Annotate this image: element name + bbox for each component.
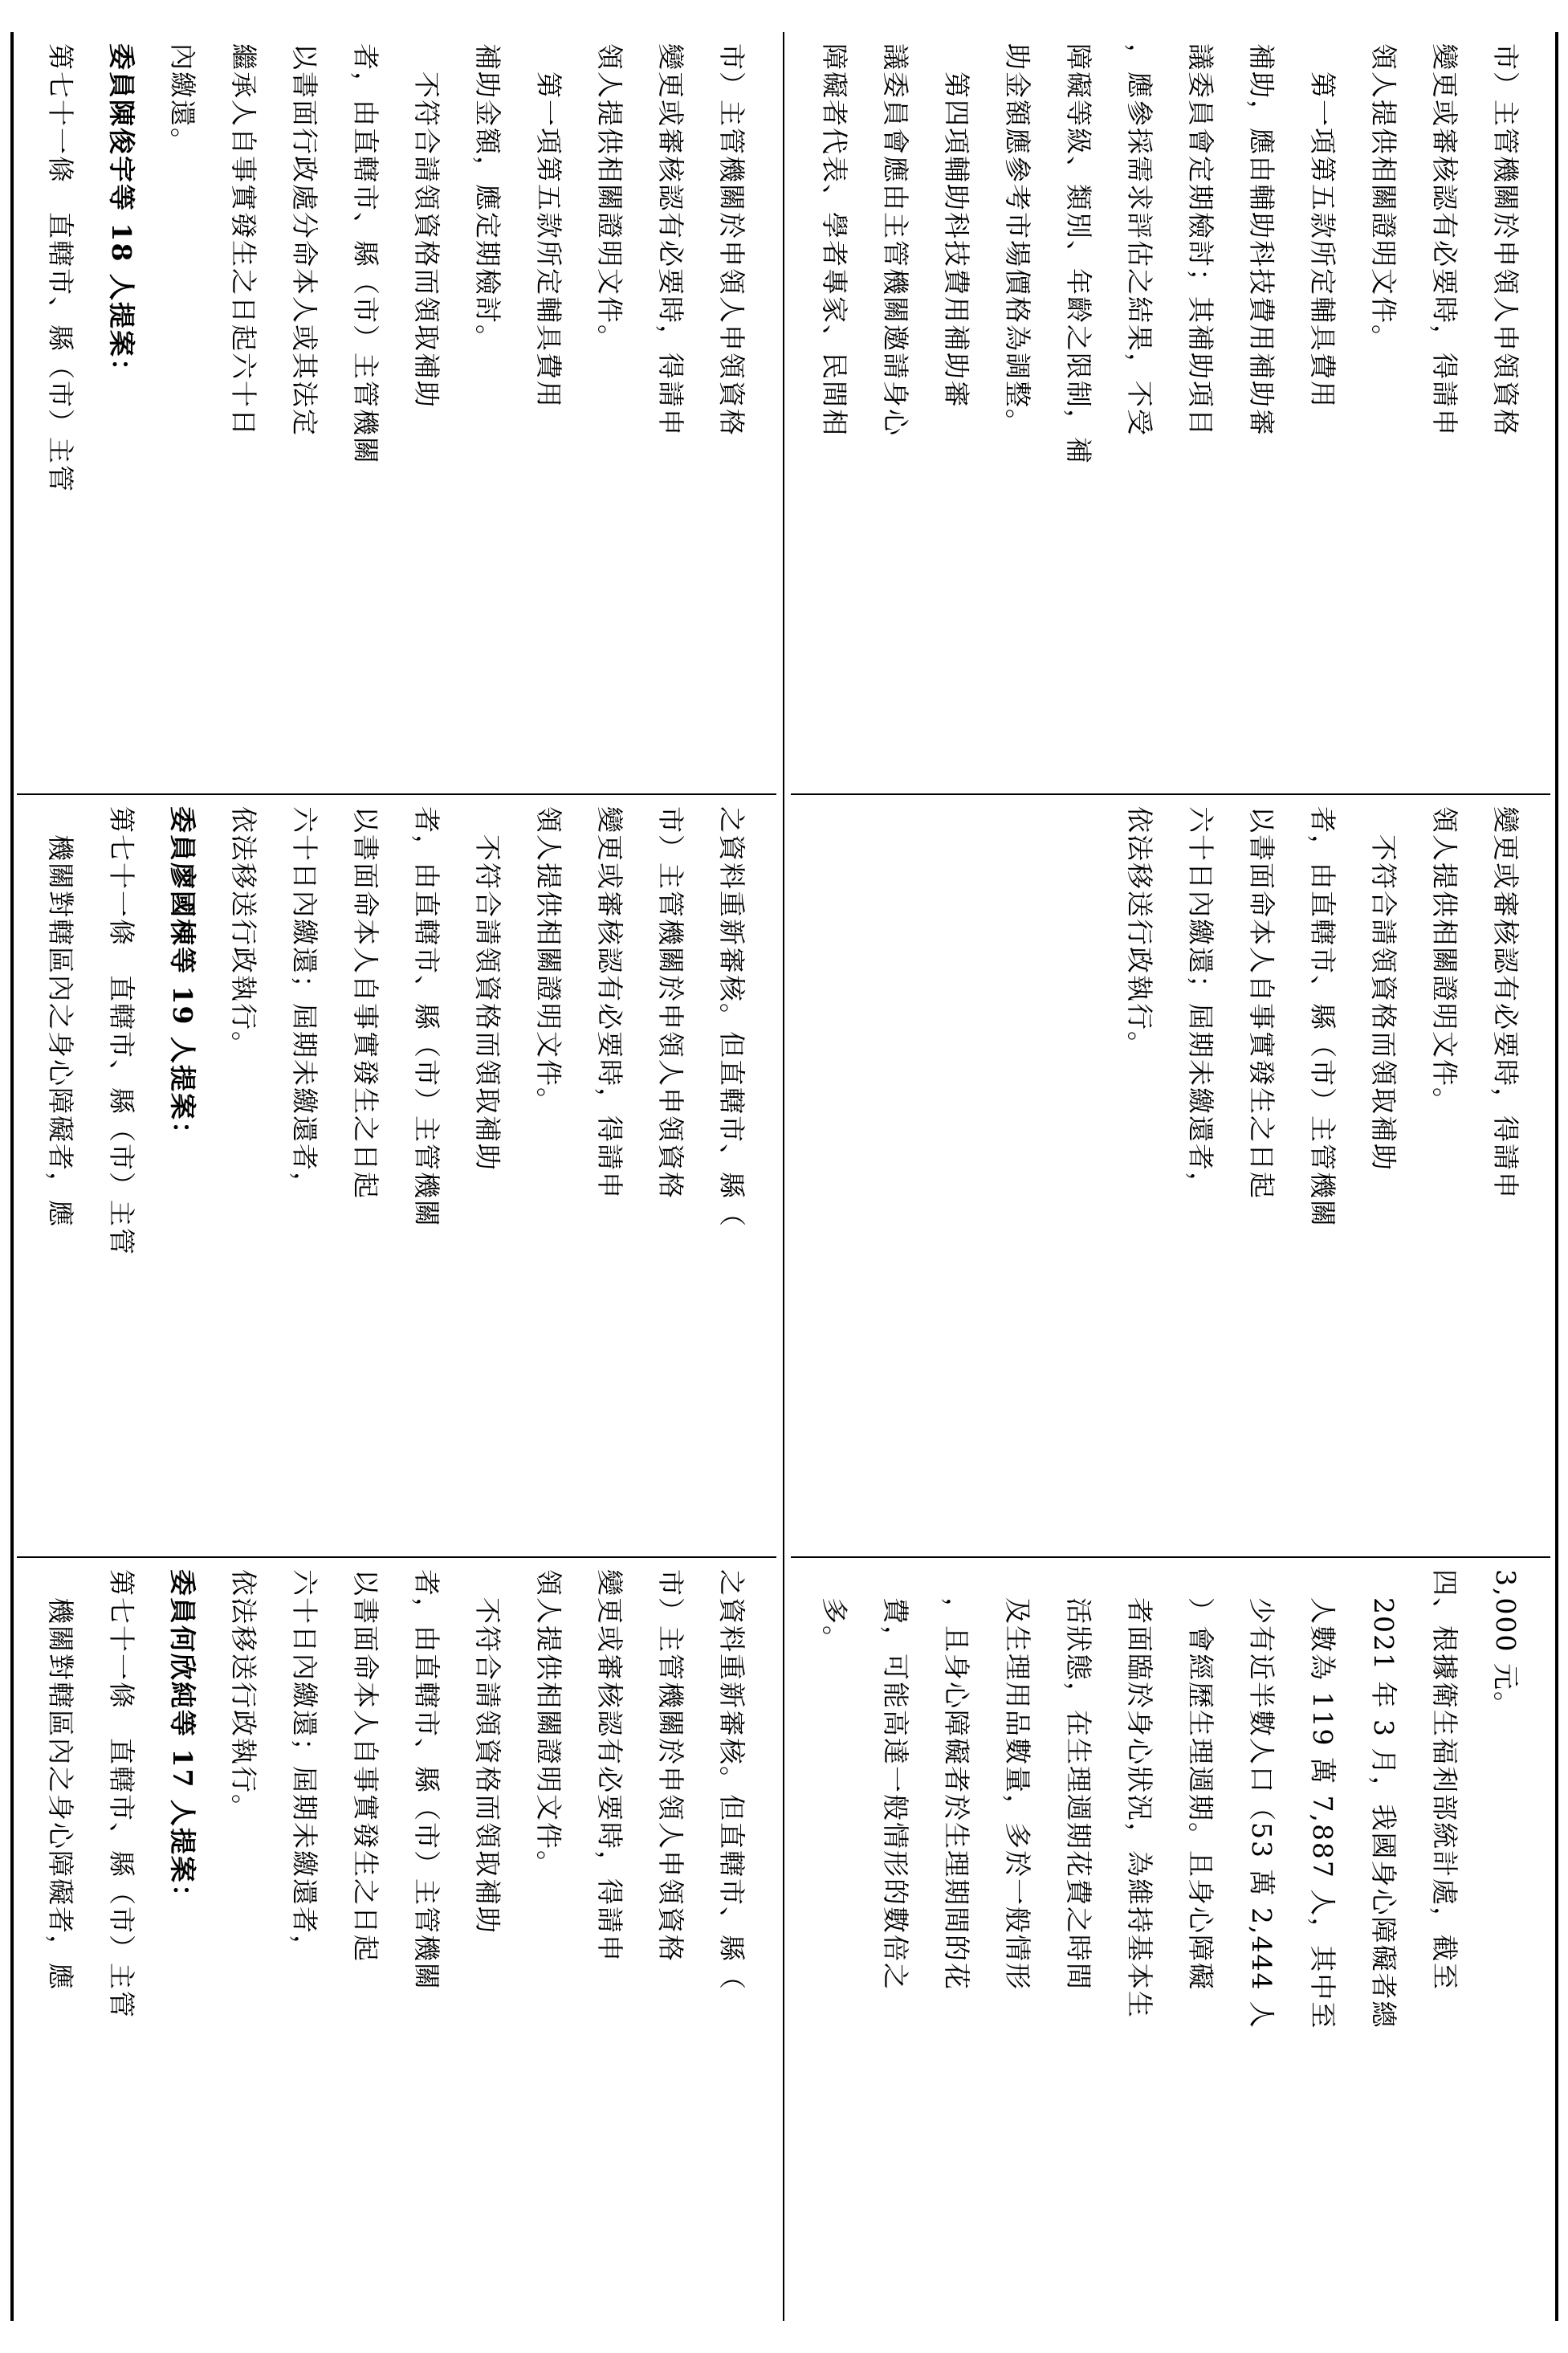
text-line: 少有近半數人口（53 萬 2,444 人	[1246, 1569, 1277, 2029]
text-line: 以書面命本人自事實發生之日起	[350, 806, 381, 1200]
text-line: 依法移送行政執行。	[228, 806, 259, 1059]
text-line: 六十日內繳還；屆期未繳還者，	[289, 806, 320, 1200]
text-line: 變更或審核認有必要時，得請申	[594, 1569, 625, 1963]
text-line: 領人提供相關證明文件。	[594, 43, 625, 353]
text-line: 補助金額，應定期檢討。	[472, 43, 503, 353]
bottom-rule	[10, 32, 14, 2321]
bottom-sep-1	[17, 1556, 776, 1558]
text-line: 者，由直轄市、縣（市）主管機關	[350, 43, 381, 465]
text-line: 委員何欣純等 17 人提案：	[167, 1569, 198, 1912]
text-line: 多。	[819, 1569, 850, 1654]
text-line: 市）主管機關於申領人申領資格	[716, 43, 747, 437]
text-line: 機關對轄區內之身心障礙者，應	[45, 1569, 76, 1991]
text-line: 不符合請領資格而領取補助	[472, 806, 503, 1172]
text-line: ，應參採需求評估之結果，不受	[1124, 43, 1155, 437]
bottom-sep-2	[17, 793, 776, 795]
top-rule	[1555, 32, 1558, 2321]
text-line: 者，由直轄市、縣（市）主管機關	[411, 1569, 442, 1991]
text-line: 第七十一條 直轄市、縣（市）主管	[106, 806, 137, 1256]
text-line: 者面臨於身心狀況，為維持基本生	[1124, 1569, 1155, 2019]
text-line: 費，可能高達一般情形的數倍之	[880, 1569, 911, 1991]
text-line: ，且身心障礙者於生理期間的花	[941, 1569, 972, 1991]
text-line: 以書面命本人自事實發生之日起	[350, 1569, 381, 1963]
text-line: 變更或審核認有必要時，得請申	[1429, 43, 1460, 437]
top-sep-2	[791, 793, 1550, 795]
text-line: 委員廖國棟等 19 人提案：	[167, 806, 198, 1149]
text-line: 第四項輔助科技費用補助審	[941, 43, 972, 409]
text-line: 依法移送行政執行。	[1124, 806, 1155, 1059]
text-line: 委員陳俊宇等 18 人提案：	[106, 43, 137, 386]
text-line: 繼承人自事實發生之日起六十日	[228, 43, 259, 437]
top-col-2	[791, 795, 1550, 1556]
text-line: 領人提供相關證明文件。	[533, 806, 564, 1115]
bottom-col-3	[17, 32, 776, 793]
text-line: 之資料重新審核。但直轄市、縣（	[716, 806, 747, 1228]
text-line: 機關對轄區內之身心障礙者，應	[45, 806, 76, 1228]
bottom-col-1	[17, 1558, 776, 2321]
text-line: 助金額應參考市場價格為調整。	[1002, 43, 1033, 437]
text-line	[791, 43, 804, 782]
text-line: 議委員會應由主管機關邀請身心	[880, 43, 911, 437]
text-line: 第一項第五款所定輔具費用	[533, 43, 564, 409]
text-line: 領人提供相關證明文件。	[533, 1569, 564, 1878]
text-line: 3,000 元。	[1490, 1569, 1521, 1719]
text-line	[791, 1569, 804, 2310]
text-line: 領人提供相關證明文件。	[1429, 806, 1460, 1115]
text-line: 第七十一條 直轄市、縣（市）主管	[106, 1569, 137, 2019]
text-line: 六十日內繳還；屆期未繳還者，	[289, 1569, 320, 1963]
text-line: 第一項第五款所定輔具費用	[1307, 43, 1338, 409]
text-line: 不符合請領資格而領取補助	[1368, 806, 1399, 1172]
text-line: 活狀態，在生理週期花費之時間	[1063, 1569, 1094, 1991]
top-sep-1	[791, 1556, 1550, 1558]
text-line: 變更或審核認有必要時，得請申	[594, 806, 625, 1200]
text-line: 補助，應由輔助科技費用補助審	[1246, 43, 1277, 437]
text-line: 四、根據衛生福利部統計處，截至	[1429, 1569, 1460, 1991]
text-line: 障礙等級、類別、年齡之限制，補	[1063, 43, 1094, 465]
text-line: 內繳還。	[167, 43, 198, 156]
text-line: 變更或審核認有必要時，得請申	[655, 43, 686, 437]
text-line: 不符合請領資格而領取補助	[411, 43, 442, 409]
bottom-band	[17, 32, 776, 2321]
top-band	[791, 32, 1550, 2321]
text-line: 2021 年 3 月，我國身心障礙者總	[1368, 1569, 1399, 2029]
text-line: 人數為 119 萬 7,887 人，其中至	[1307, 1569, 1338, 2030]
text-line: 障礙者代表、學者專家、民間相	[819, 43, 850, 437]
text-line: 者，由直轄市、縣（市）主管機關	[1307, 806, 1338, 1228]
text-line: 者，由直轄市、縣（市）主管機關	[411, 806, 442, 1228]
text-line	[17, 43, 30, 782]
text-line	[17, 1569, 30, 2310]
text-line: 不符合請領資格而領取補助	[472, 1569, 503, 1935]
text-line	[17, 806, 30, 1545]
text-line: 第七十一條 直轄市、縣（市）主管	[45, 43, 76, 493]
text-line: 領人提供相關證明文件。	[1368, 43, 1399, 353]
text-line: 之資料重新審核。但直轄市、縣（	[716, 1569, 747, 1991]
top-col-3	[791, 32, 1550, 793]
top-col-1	[791, 1558, 1550, 2321]
text-line: 六十日內繳還；屆期未繳還者，	[1185, 806, 1216, 1200]
text-line: 變更或審核認有必要時，得請申	[1490, 806, 1521, 1200]
text-line: 以書面行政處分命本人或其法定	[289, 43, 320, 437]
text-line: 市）主管機關於申領人申領資格	[1490, 43, 1521, 437]
text-line: 及生理用品數量，多於一般情形	[1002, 1569, 1033, 1991]
text-line: ）會經歷生理週期。且身心障礙	[1185, 1569, 1216, 1991]
text-line: 依法移送行政執行。	[228, 1569, 259, 1822]
text-line: 市）主管機關於申領人申領資格	[655, 806, 686, 1200]
text-line: 以書面命本人自事實發生之日起	[1246, 806, 1277, 1200]
text-line: 議委員會定期檢討；其補助項目	[1185, 43, 1216, 437]
text-line: 市）主管機關於申領人申領資格	[655, 1569, 686, 1963]
middle-divider	[783, 32, 784, 2321]
bottom-col-2	[17, 795, 776, 1556]
